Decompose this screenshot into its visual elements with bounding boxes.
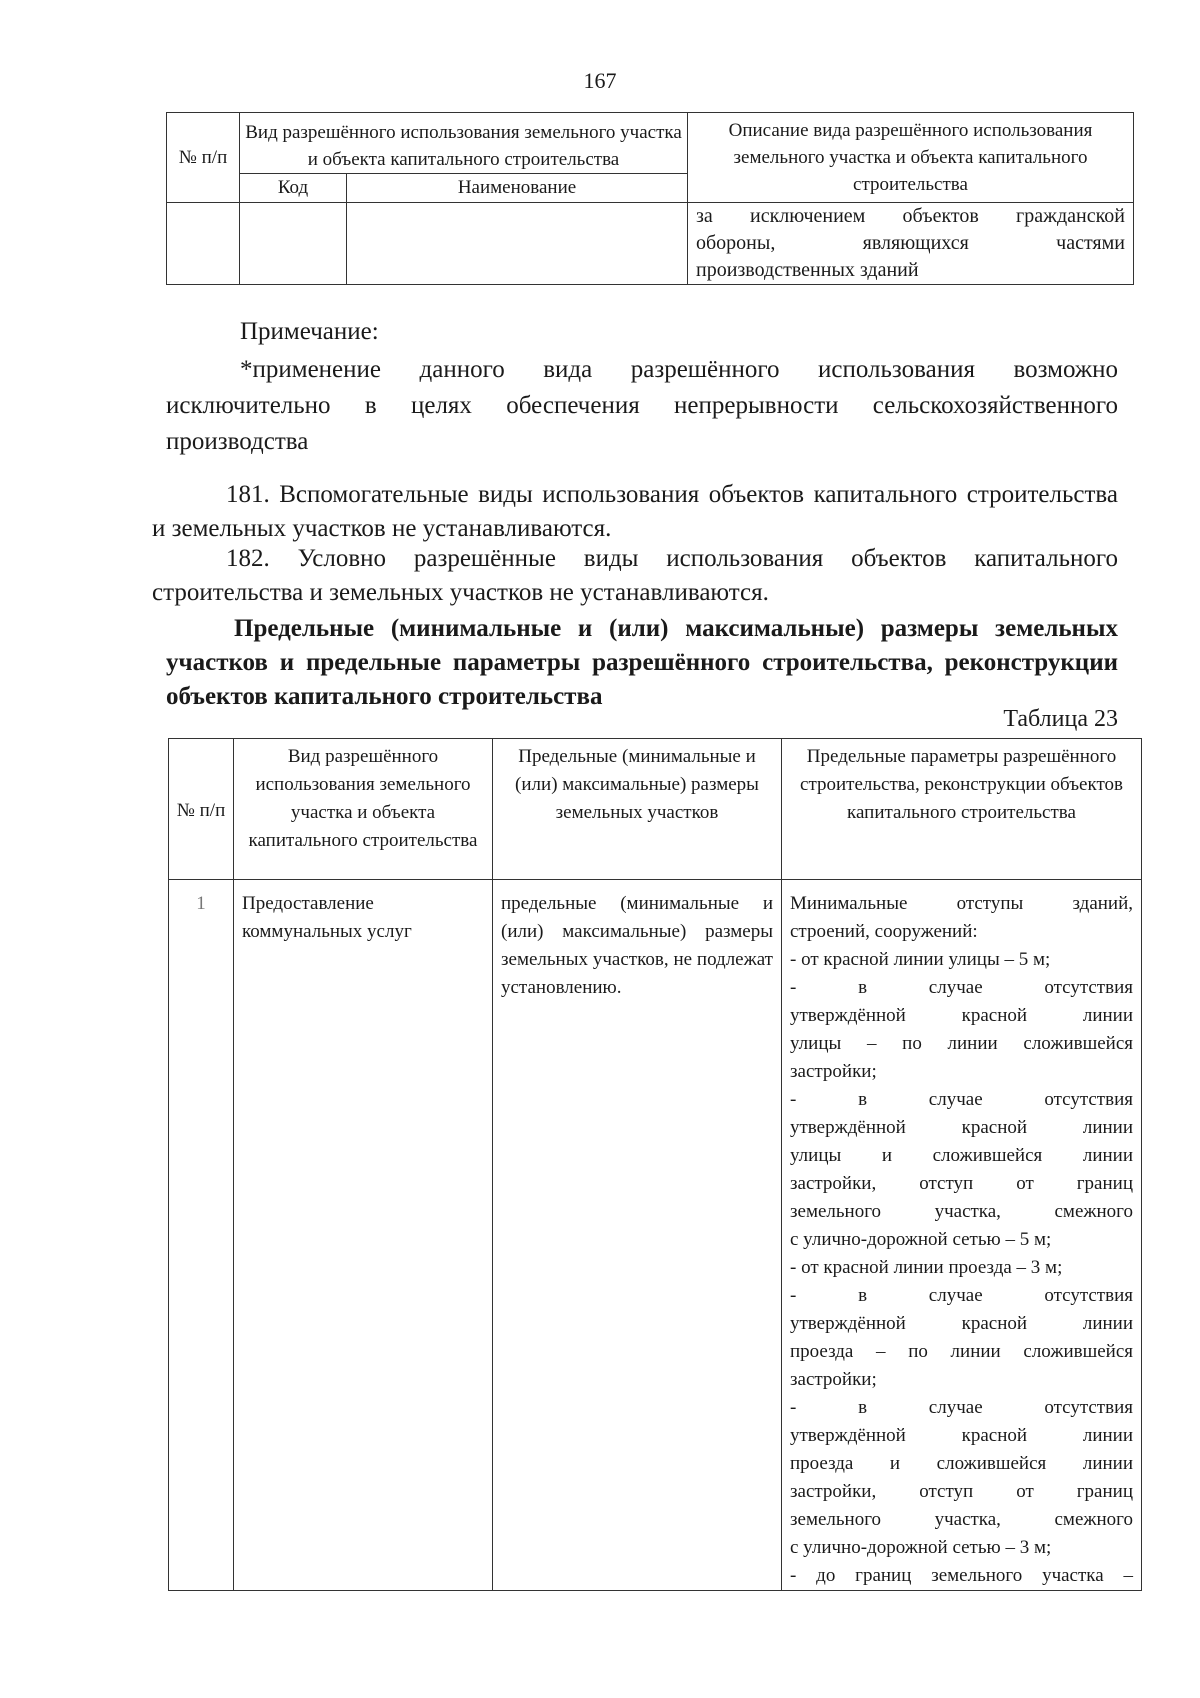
paragraph-181: 181. Вспомогательные виды использования объектов капитального строительства и земельных участков не устанавливаются. (152, 481, 1118, 542)
header-num: № п/п (169, 739, 234, 880)
cell-name: Предоставление коммунальных услуг (234, 880, 493, 1591)
params-line: земельного участка, смежного (790, 1509, 1133, 1530)
params-line: утверждённой красной линии (790, 1313, 1133, 1334)
header-name: Наименование (347, 174, 688, 203)
params-line: застройки; (790, 1061, 877, 1082)
params-line: застройки, отступ от границ (790, 1481, 1133, 1502)
table-label: Таблица 23 (1003, 706, 1118, 732)
params-line: - от красной линии улицы – 5 м; (790, 949, 1051, 970)
header-group: Вид разрешённого использования земельного участка и объекта капитального строительства (240, 113, 688, 174)
params-line: - от красной линии проезда – 3 м; (790, 1257, 1063, 1278)
header-code: Код (240, 174, 347, 203)
header-land-use: Вид разрешённого использования земельного участка и объекта капитального строительства (234, 739, 493, 880)
params-line: - в случае отсутствия (790, 1089, 1133, 1110)
params-line: - в случае отсутствия (790, 1285, 1133, 1306)
cell-num (167, 203, 240, 285)
table-row (169, 880, 1142, 1591)
params-line: улицы и сложившейся линии (790, 1145, 1133, 1166)
cell-params (782, 880, 1142, 1591)
params-line: строений, сооружений: (790, 921, 978, 942)
params-line: с улично-дорожной сетью – 3 м; (790, 1537, 1052, 1558)
params-line: земельного участка, смежного (790, 1201, 1133, 1222)
header-description: Описание вида разрешённого использования земельного участка и объекта капитального строительства (688, 113, 1134, 203)
desc-line: обороны, являющихся частями (696, 232, 1125, 254)
cell-code (240, 203, 347, 285)
params-line: проезда – по линии сложившейся (790, 1341, 1133, 1362)
cell-description (688, 203, 1134, 285)
desc-line: за исключением объектов гражданской (696, 205, 1125, 227)
header-num: № п/п (167, 113, 240, 203)
paragraph-182: 182. Условно разрешённые виды использования объектов капитального строительства и земельных участков не устанавливаются. (152, 545, 1118, 606)
params-line: - в случае отсутствия (790, 977, 1133, 998)
limits-table (168, 738, 1142, 1591)
params-line: утверждённой красной линии (790, 1117, 1133, 1138)
params-line: застройки, отступ от границ (790, 1173, 1133, 1194)
land-use-table (166, 112, 1134, 285)
params-line: застройки; (790, 1369, 877, 1390)
header-limits: Предельные (минимальные и (или) максимальные) размеры земельных участков (493, 739, 782, 880)
params-line: Минимальные отступы зданий, (790, 893, 1133, 914)
params-line: улицы – по линии сложившейся (790, 1033, 1133, 1054)
params-line: с улично-дорожной сетью – 5 м; (790, 1229, 1052, 1250)
cell-name (347, 203, 688, 285)
params-line: - в случае отсутствия (790, 1397, 1133, 1418)
params-line: - до границ земельного участка – (790, 1565, 1133, 1586)
cell-num: 1 (169, 880, 234, 1591)
desc-line: производственных зданий (696, 259, 919, 281)
cell-limits: предельные (минимальные и (или) максимальные) размеры земельных участков, не подлежат установлению. (493, 880, 782, 1591)
params-line: проезда и сложившейся линии (790, 1453, 1133, 1474)
note-title: Примечание: (240, 318, 379, 345)
params-line: утверждённой красной линии (790, 1425, 1133, 1446)
header-params: Предельные параметры разрешённого строительства, реконструкции объектов капитального строительства (782, 739, 1142, 880)
page-number: 167 (583, 68, 617, 93)
params-line: утверждённой красной линии (790, 1005, 1133, 1026)
section-heading: Предельные (минимальные и (или) максимальные) размеры земельных участков и предельные параметры разрешённого строительства, реконструкции объектов капитального строительства (166, 615, 1118, 710)
note-text: *применение данного вида разрешённого использования возможно исключительно в целях обеспечения непрерывности сельскохозяйственного производства (166, 356, 1118, 455)
table-row (167, 203, 1134, 285)
